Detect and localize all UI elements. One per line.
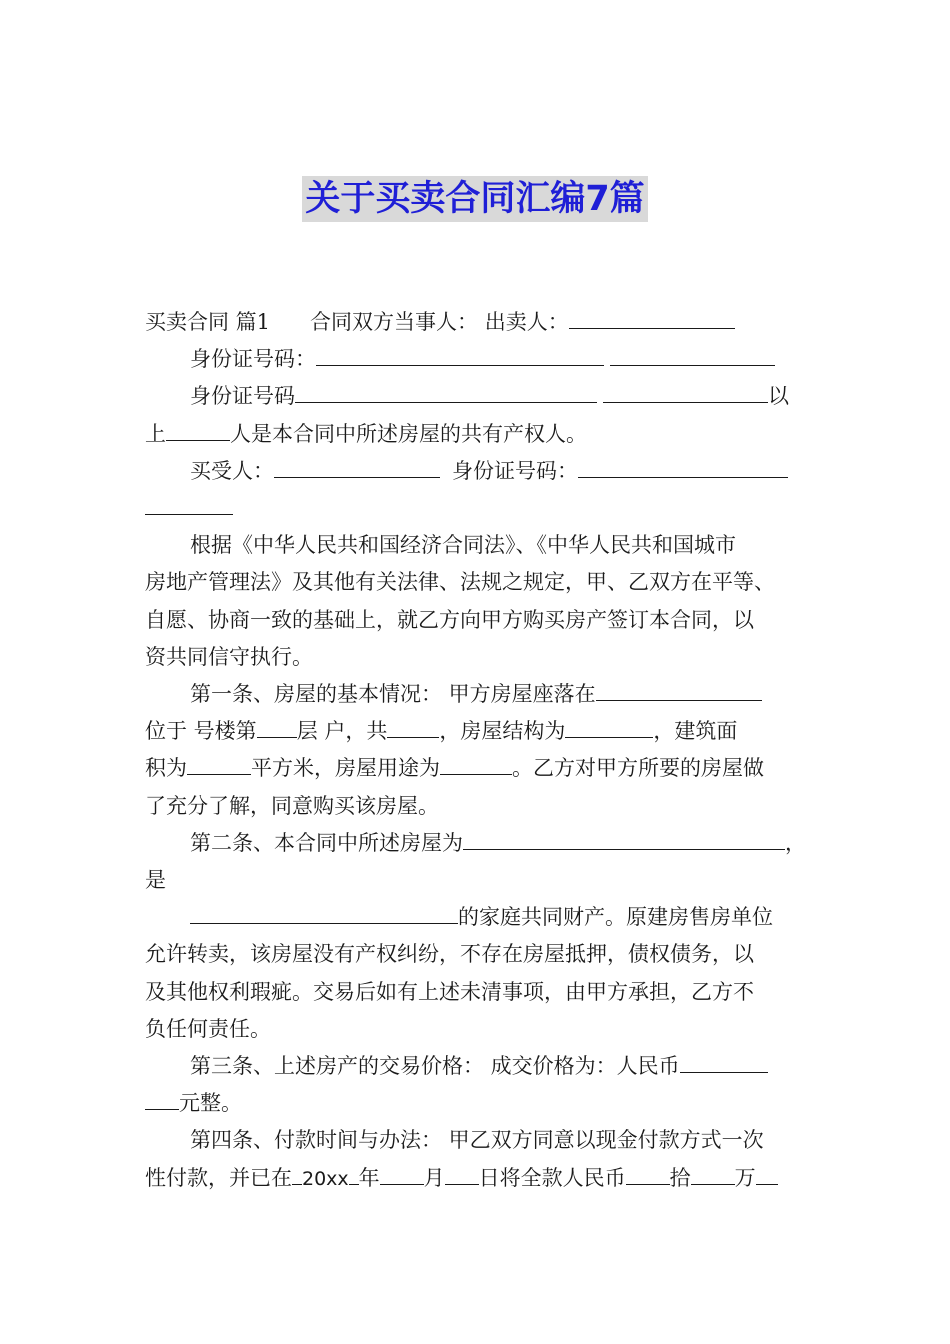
blank-field — [295, 380, 597, 403]
text-span: 第二条、本合同中所述房屋为 — [190, 830, 463, 855]
blank-field — [349, 1162, 359, 1185]
document-body — [145, 304, 809, 1198]
blank-field — [187, 752, 251, 775]
text-line — [145, 490, 809, 527]
blank-field — [680, 1050, 768, 1073]
text-span: ，房屋结构为 — [439, 719, 566, 744]
document-title: 关于买卖合同汇编7篇 — [302, 176, 647, 222]
blank-field — [603, 380, 768, 403]
blank-field — [578, 455, 788, 478]
text-span: 万 — [734, 1165, 756, 1190]
year-value: 20xx — [302, 1167, 349, 1190]
text-line — [145, 416, 809, 453]
text-span: 根据《中华人民共和国经济合同法》、《中华人民共和国城市 — [190, 533, 736, 558]
text-span: 房地产管理法》及其他有关法律、法规之规定，甲、乙双方在平等、 — [145, 570, 775, 595]
blank-field — [445, 1162, 479, 1185]
blank-field — [569, 306, 735, 329]
text-span: 日将全款人民币 — [478, 1165, 626, 1190]
text-span: 第四条、付款时间与办法： 甲乙双方同意以现金付款方式一次 — [190, 1128, 764, 1153]
text-line — [145, 527, 809, 564]
text-span: 平方米，房屋用途为 — [251, 756, 440, 781]
text-line — [145, 788, 809, 825]
text-span: ， — [785, 830, 806, 855]
text-span: 积为 — [145, 756, 187, 781]
text-span: 及其他权利瑕疵。交易后如有上述未清事项，由甲方承担，乙方不 — [145, 979, 754, 1004]
text-span: 位于 号楼第 — [145, 719, 257, 744]
text-line — [145, 304, 809, 341]
text-line — [145, 899, 809, 936]
text-span: ，建筑面 — [653, 719, 738, 744]
blank-field — [610, 343, 775, 366]
text-span: 。乙方对甲方所要的房屋做 — [512, 756, 764, 781]
blank-field — [145, 1087, 179, 1110]
text-span: 买受人： — [190, 458, 274, 483]
text-span: 的家庭共同财产。原建房售房单位 — [458, 905, 773, 930]
text-span: 人是本合同中所述房屋的共有产权人。 — [230, 421, 587, 446]
text-span: 身份证号码： — [190, 347, 316, 372]
blank-field — [257, 715, 297, 738]
text-span: 元整。 — [179, 1091, 242, 1116]
text-span: 上 — [145, 421, 166, 446]
blank-field — [387, 715, 439, 738]
text-line — [145, 453, 809, 490]
text-span: 第一条、房屋的基本情况： 甲方房屋座落在 — [190, 682, 596, 707]
blank-field — [274, 455, 440, 478]
blank-field — [440, 752, 512, 775]
text-line — [145, 936, 809, 973]
text-span: 性付款，并已在 — [145, 1165, 292, 1190]
blank-field — [756, 1162, 778, 1185]
blank-field — [145, 492, 233, 515]
text-line — [145, 713, 809, 750]
text-span: 身份证号码： — [452, 458, 578, 483]
text-span: 自愿、协商一致的基础上，就乙方向甲方购买房产签订本合同，以 — [145, 607, 754, 632]
text-line — [145, 341, 809, 378]
text-line — [145, 1085, 809, 1122]
text-span: 第三条、上述房产的交易价格： 成交价格为：人民币 — [190, 1054, 680, 1079]
text-line — [145, 378, 809, 415]
text-line — [145, 825, 809, 862]
blank-field — [380, 1162, 424, 1185]
blank-field — [565, 715, 653, 738]
blank-field — [691, 1162, 735, 1185]
text-span: 合同双方当事人： 出卖人： — [310, 310, 569, 334]
blank-field — [190, 901, 458, 924]
text-span: 了充分了解，同意购买该房屋。 — [145, 793, 439, 818]
text-line — [145, 974, 809, 1011]
text-span: 年 — [358, 1165, 380, 1190]
text-span: 允许转卖，该房屋没有产权纠纷，不存在房屋抵押，债权债务，以 — [145, 942, 754, 967]
text-span: 层 户，共 — [296, 719, 388, 744]
text-line — [145, 862, 809, 899]
text-span: 资共同信守执行。 — [145, 644, 313, 669]
text-span: 拾 — [669, 1165, 691, 1190]
text-line — [145, 750, 809, 787]
blank-field — [166, 418, 230, 441]
text-span: 身份证号码 — [190, 384, 295, 409]
text-line — [145, 1122, 809, 1159]
text-span: 负任何责任。 — [145, 1016, 271, 1041]
title-container — [0, 176, 950, 222]
blank-field — [626, 1162, 670, 1185]
blank-field — [596, 678, 762, 701]
text-span: 月 — [423, 1165, 445, 1190]
blank-field — [316, 343, 604, 366]
text-line — [145, 1160, 809, 1198]
text-span: 以 — [768, 384, 789, 409]
text-line — [145, 564, 809, 601]
text-span: 是 — [145, 868, 166, 893]
text-line — [145, 602, 809, 639]
text-line — [145, 1048, 809, 1085]
blank-field — [292, 1162, 302, 1185]
blank-field — [463, 827, 785, 850]
section-heading: 买卖合同 篇1 — [145, 310, 271, 334]
text-line — [145, 676, 809, 713]
text-line — [145, 639, 809, 676]
text-line — [145, 1011, 809, 1048]
